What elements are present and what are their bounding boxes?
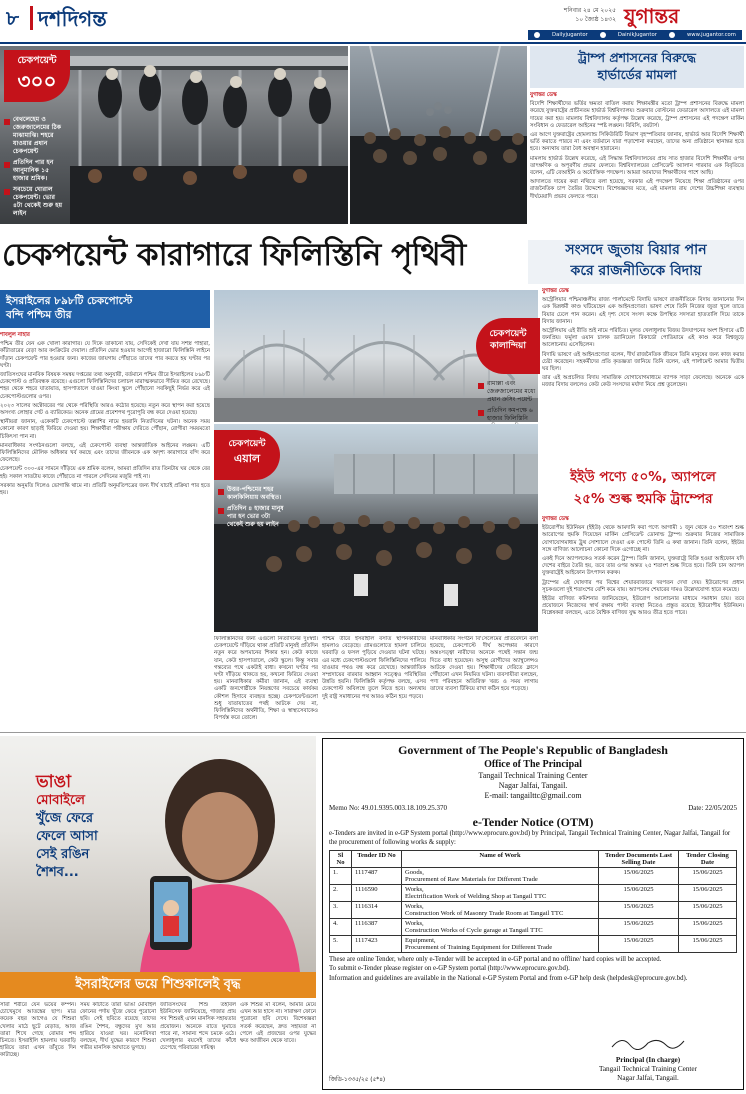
tender-note: Information and guidelines are available in the National e-GP System Portal and from e-GP help desk (helpdesk@eprocure.gov.bd). — [329, 975, 688, 982]
tender-center: Tangail Technical Training Center — [478, 771, 588, 780]
globe-icon — [669, 32, 675, 38]
article-paragraph: অস্ট্রেলিয়ায় এই রীতি শুই নামে পরিচিত। মূলত খেলাধুলায় বিজয় উদযাপনের অংশ হিসাবে এটি জনপ্রিয়। ফর্মুলা ওয়ান চালক ড্যানিয়েল রিকার্ডো পোডিয়ামে এই কাণ্ড করে বিশ্বজুড়ে আলোচনায় এসেছিলেন। — [542, 328, 744, 349]
tender-email: E-mail: tangailttc@gmail.com — [484, 791, 582, 800]
article-paragraph: একই দিনে অ্যাপলকেও সতর্ক করেন ট্রাম্প। তিনি জানান, যুক্তরাষ্ট্রে বিক্রি হওয়া আইফোন যদি দেশের বাইরে তৈরি হয়, তবে তার ওপর অন্তত ২৫ শতাংশ শুল্ক দিতে হবে। তিনি চান অ্যাপল যুক্তরাষ্ট্রেই আইফোন উৎপাদন করুক। — [542, 556, 744, 577]
eyal-badge — [214, 430, 280, 480]
article-paragraph: সরকার অনুমতি দিলেও ভোগান্তি থামে না। প্রতিটি অনুমতিপত্রের জন্য দীর্ঘ যাচাই প্রক্রিয়া পার হতে হয়। — [0, 482, 210, 497]
cell-name — [402, 885, 599, 902]
signature-address: Nagar Jalfai, Tangail. — [617, 1074, 679, 1082]
youtube-icon — [600, 32, 606, 38]
fact-item: বেথলেহেম ও জেরুজালেমের ঠিক মাঝামাঝি। শহরে যাওয়ার প্রধান চেকপয়েন্ট — [4, 116, 66, 156]
col-sl: Sl No — [330, 851, 352, 868]
article-paragraph: ট্রাম্পের এই ঘোষণার পর বিশ্বের শেয়ারবাজারে দরপতন দেখা দেয়। ইউরোপের প্রধান সূচকগুলো দুই শতাংশের বেশি কমে যায়। অ্যাপলের শেয়ারের দামও উল্লেখযোগ্য হারে কমেছে। — [542, 579, 744, 593]
page-header — [0, 0, 746, 44]
article-paragraph: তার এই অপ্রচলিত বিদায় সামাজিক যোগাযোগমাধ্যমে ব্যাপক সাড়া ফেলেছে। অনেকে একে মজার বিদায় বললেও কেউ কেউ সংসদের মর্যাদা নিয়ে প্রশ্ন তুলেছেন। — [542, 375, 744, 389]
article-paragraph: ইইউর বাণিজ্য কমিশনার জানিয়েছেন, ইউরোপ আলোচনার মাধ্যমে সমাধান চায়। তবে প্রয়োজনে নিজেদের স্বার্থ রক্ষায় পাল্টা ব্যবস্থা নিতেও প্রস্তুত রয়েছে ইউরোপীয় ইউনিয়ন। বিশ্লেষকরা বলছেন, এতে বৈশ্বিক বাণিজ্য যুদ্ধ আরও তীব্র হতে পারে। — [542, 596, 744, 617]
kalandia-subtitle: কালান্দিয়া — [490, 341, 526, 351]
children-headline: ইসরাইলের ভয়ে শিশুকালেই বৃদ্ধ — [0, 972, 316, 998]
children-kicker — [36, 772, 156, 882]
fact-item: প্রতিদিন ৪ হাজার মানুষ পার হন ভোর ৩টা থেকেই শুরু হয় লাইন — [218, 505, 288, 529]
cell-name — [402, 902, 599, 919]
tender-gov-title: Government of The People's Republic of Bangladesh — [398, 743, 668, 757]
tender-table — [329, 850, 737, 953]
article-paragraph: মানবাধিকার সংগঠনগুলো বলছে, এই চেকপোস্ট ব্যবস্থা আন্তর্জাতিক আইনের লঙ্ঘন। এটি ফিলিস্তিনিদের মৌলিক অধিকার খর্ব করছে এবং তাদের জীবনকে এক অদৃশ্য কারাগারে বন্দি করে ফেলেছে। — [0, 442, 210, 464]
website-link[interactable]: www.jugantor.com — [686, 32, 736, 38]
tender-signature — [573, 1033, 723, 1083]
tender-notice — [322, 738, 744, 1090]
issue-date-bangla: ১০ জ্যৈষ্ঠ ১৪৩২ — [575, 16, 616, 23]
cell-id: 1117423 — [352, 936, 402, 953]
fact-item: সবচেয়ে ঘোরাল চেকপয়েন্ট। ভোর ৪টা থেকেই শুরু হয় লাইন — [4, 186, 66, 218]
tariff-headline-line1: ইইউ পণ্যে ৫০%, অ্যাপলে — [570, 469, 716, 485]
col-close-date: Tender Closing Date — [679, 851, 737, 868]
cell-close-date: 15/06/2025 — [679, 919, 737, 936]
fact-item: প্রতিদিন কমপক্ষে ৬ হাজার ফিলিস্তিনি — [478, 407, 540, 439]
checkpoint300-photo — [0, 46, 348, 224]
work-title: Construction Works of Cycle garage at Tangail TTC — [405, 927, 543, 934]
cell-close-date: 15/06/2025 — [679, 885, 737, 902]
work-title: Procurement of Raw Materials for Different Trade — [405, 876, 538, 883]
col-sell-date: Tender Documents Last Selling Date — [599, 851, 679, 868]
kicker-word: ফেলে আসা — [36, 829, 98, 844]
fact-item: রামাল্লা এবং জেরুজালেমের মধ্যে প্রধান ক্রসিং পয়েন্ট — [478, 380, 540, 404]
tariff-headline-line2: ২৫% শুল্ক হুমকি ট্রাম্পের — [573, 491, 713, 507]
parliament-headline-line1: সংসদে জুতায় বিয়ার পান — [565, 242, 707, 258]
harvard-headline-line2: হার্ভার্ডের মামলা — [597, 67, 677, 82]
issue-date-gregorian: শনিবার ২৪ মে ২০২৫ — [563, 7, 616, 14]
cell-id: 1117487 — [352, 868, 402, 885]
table-row — [330, 868, 737, 885]
work-title: Procurement of Training Equipment for Different Trade — [405, 944, 553, 951]
work-type: Equipment, — [405, 937, 436, 944]
children-col1: সারা শরীরে যেন ভয়ের কম্পন। চোখেমুখে আতঙ্কের ছাপ। মাত্র কয়েক বছর আগেও যে শিশুরা খেলার মাঠে ছুটে বেড়াত, আজ তারা শিখে গেছে বোমার শব্দ চিনতে। ইসরাইলি হামলায় ঘরবাড়ি হারিয়ে তারা এখন তাঁবুতে দিন কাটাচ্ছে। — [0, 1002, 76, 1059]
page-number-divider — [30, 6, 33, 30]
checkpoint300-badge — [4, 50, 70, 102]
parliament-headline — [528, 240, 744, 284]
issue-date — [540, 6, 616, 24]
kicker-word: সেই রঙিন — [36, 847, 90, 862]
tender-intro: e-Tenders are invited in e-GP System portal (http://www.eprocure.gov.bd) by Principal, Tangail Technical Training Center, Nagar Jalfai, Tangail for the procurement of following works & supply: — [329, 830, 731, 846]
section-title: দশদিগন্ত — [38, 7, 107, 31]
children-col4: এক শিশুর মা বলেন, আমার মেয়ে এখন আর হাসে না। সারাক্ষণ ফোনে পুরোনো ছবি দেখে। বিশেষজ্ঞরা সতর্ক করেছেন, দ্রুত সহায়তা না পেলে এই প্রজন্মের ওপর যুদ্ধের ক্ষত আজীবন থেকে যাবে। — [240, 1002, 316, 1045]
signature-icon — [608, 1033, 688, 1053]
israel-subhead-line2: বন্দি পশ্চিম তীর — [6, 309, 72, 321]
tender-office: Office of The Principal — [484, 759, 582, 770]
tender-note: These are online Tender, where only e-Tender will be accepted in e-GP portal and no offline/ hard copies will be accepted. — [329, 956, 662, 963]
article-paragraph: অস্ট্রেলিয়ার পশ্চিমাঞ্চলীয় রাজ্য পার্লামেন্টে বিদায়ি ভাষণে রাজনীতিকে বিদায় জানানোর দিন এক ভিন্নধর্মী কাণ্ড ঘটিয়েছেন এক আইনপ্রণেতা। ভাষণ শেষে তিনি নিজের জুতা খুলে তাতে বিয়ার ঢেলে পান করেন। এই দৃশ্য দেখে সংসদ কক্ষে উপস্থিত সদস্যরা হাততালি দিয়ে তাকে বিদায় জানান। — [542, 297, 744, 325]
eyal-photo — [214, 424, 538, 632]
israel-byline: শাবলুল নাহার — [0, 332, 30, 338]
eyal-subtitle: এয়াল — [233, 452, 261, 465]
work-type: Goods, — [405, 869, 424, 876]
parliament-byline: যুগান্তর ডেস্ক — [542, 288, 569, 294]
cell-id: 1116314 — [352, 902, 402, 919]
main-headline: চেকপয়েন্ট কারাগারে ফিলিস্তিনি পৃথিবী — [2, 237, 466, 273]
kalandia-title: চেকপয়েন্ট — [489, 329, 527, 339]
cell-name — [402, 936, 599, 953]
checkpoint300-facts — [4, 116, 66, 221]
cell-sl: 1. — [330, 868, 352, 885]
parliament-headline-line2: করে রাজনীতিকে বিদায় — [570, 263, 702, 279]
cell-id: 1116387 — [352, 919, 402, 936]
table-row — [330, 919, 737, 936]
children-col2: সময় কাটাতে তারা ভাঙা মোবাইল ফোনের পর্দায় খুঁজে ফেরে পুরোনো ছবি। সেই ছবিতে রয়েছে তাদের রঙিন শৈশব, বন্ধুদের মুখ আর হারিয়ে যাওয়া ঘর। মনোবিদরা বলছেন, দীর্ঘ যুদ্ধের কারণে শিশুরা গভীর মানসিক আঘাতে ভুগছে। — [80, 1002, 156, 1052]
kalandia-badge — [476, 318, 540, 374]
eyal-title: চেকপয়েন্ট — [228, 439, 266, 449]
table-row — [330, 885, 737, 902]
tariff-headline — [542, 466, 744, 512]
tender-notice-title: e-Tender Notice (OTM) — [472, 815, 594, 829]
israel-article-col3: পশ্চিম তীরে ইসরাইলি বসতি স্থাপনকারীদের হামলাও বেড়েছে। গ্রামগুলোতে হামলা চালিয়ে ঘরবাড়ি ও ফসল পুড়িয়ে দেওয়ার ঘটনা ঘটছে। এর মধ্যে চেকপোস্টগুলো ফিলিস্তিনিদের পালিয়ে যাওয়ার পথও বন্ধ করে রেখেছে। আন্তর্জাতিক সম্প্রদায়ের বারবার আহ্বান সত্ত্বেও পরিস্থিতির উন্নতি হয়নি। ফিলিস্তিনি কর্তৃপক্ষ বলছে, এসব চেকপোস্ট অবিলম্বে তুলে নিতে হবে। অন্যথায় দুই রাষ্ট্র সমাধানের পথ আরও কঠিন হয়ে পড়বে। — [322, 636, 426, 700]
kicker-word: মোবাইলে — [36, 793, 85, 808]
parliament-article — [542, 288, 744, 464]
fact-item: প্রতিদিন পার হন আনুমানিক ১৫ হাজার শ্রমিক। — [4, 159, 66, 183]
israel-subhead — [0, 290, 210, 328]
article-paragraph: এর আগে যুক্তরাষ্ট্রের হোমল্যান্ড সিকিউরিটি বিভাগ বৃহস্পতিবার জানায়, হার্ভার্ড আর বিদেশি শিক্ষার্থী ভর্তি করাতে পারবে না এবং বর্তমানে যারা পড়াশোনা করছেন, তাদের অন্য প্রতিষ্ঠানে স্থানান্তর হতে হবে। অন্যথায় তারা বৈধ অবস্থান হারাবেন। — [530, 132, 744, 153]
signature-org: Tangail Technical Training Center — [598, 1065, 698, 1073]
article-paragraph: মামলায় হার্ভার্ড উল্লেখ করেছে, এই সিদ্ধান্ত বিশ্ববিদ্যালয়ের প্রায় সাত হাজার বিদেশি শিক্ষার্থীর ওপর তাৎক্ষণিক ও অপূরণীয় প্রভাব ফেলবে। বিশ্ববিদ্যালয়ের প্রেসিডেন্ট অ্যালান গারবার এক বিবৃতিতে বলেন, এটি বেআইনি ও অযৌক্তিক পদক্ষেপ। আমরা আমাদের শিক্ষার্থীদের পাশে আছি। — [530, 155, 744, 177]
cell-close-date: 15/06/2025 — [679, 936, 737, 953]
table-row — [330, 902, 737, 919]
cell-sl: 2. — [330, 885, 352, 902]
kicker-word: শৈশব... — [36, 865, 79, 880]
work-type: Works, — [405, 903, 424, 910]
checkpoint300-title: চেকপয়েন্ট — [17, 55, 57, 66]
tender-table-header — [330, 851, 737, 868]
eyal-facts — [218, 486, 288, 532]
article-paragraph: আদালতে দায়ের করা নথিতে বলা হয়েছে, সরকার এই পদক্ষেপ নিয়েছে শিক্ষা প্রতিষ্ঠানের ওপর রাজনৈতিক চাপ তৈরির উদ্দেশ্যে। বিশেষজ্ঞদের মতে, এই মামলার রায় দেশের উচ্চশিক্ষা ব্যবস্থায় দীর্ঘমেয়াদি প্রভাব ফেলতে পারে। — [530, 179, 744, 200]
tariff-article — [542, 516, 744, 726]
kicker-word: খুঁজে ফেরে — [36, 811, 94, 826]
cell-name — [402, 919, 599, 936]
signature-title: Principal (In charge) — [615, 1056, 681, 1064]
cell-close-date: 15/06/2025 — [679, 868, 737, 885]
article-paragraph: বিদেশি শিক্ষার্থীদের ভর্তির ক্ষমতা বাতিল করায় শিক্ষামন্ত্রীর মতো ট্রাম্প প্রশাসনের বিরুদ্ধে মামলা করেছে যুক্তরাষ্ট্রের প্রাচীনতম হার্ভার্ড বিশ্ববিদ্যালয়। শুক্রবার বোস্টনের ফেডারেল আদালতে এই মামলা দায়ের করা হয়। মামলায় বিশ্ববিদ্যালয় কর্তৃপক্ষ উল্লেখ করেছে, ট্রাম্প প্রশাসনের এই পদক্ষেপ মার্কিন সংবিধান ও ফেডারেল আইনের স্পষ্ট লঙ্ঘন। বিবিসি, রয়টার্স। — [530, 101, 744, 129]
ad-code: জিডি-১৩৩৫/২৫ (৫*৪) — [329, 1077, 386, 1083]
tender-memo: Memo No: 49.01.9395.003.18.109.25.370 — [329, 804, 448, 812]
masthead-logo: যুগান্তর — [624, 4, 680, 28]
cell-sl: 5. — [330, 936, 352, 953]
article-paragraph: বিদায়ি ভাষণে ওই আইনপ্রণেতা বলেন, দীর্ঘ রাজনৈতিক জীবনে তিনি মানুষের জন্য কাজ করার চেষ্টা করেছেন। সহকর্মীদের প্রতি কৃতজ্ঞতা জানিয়ে তিনি বলেন, এই পার্লামেন্ট আমার দ্বিতীয় ঘর ছিল। — [542, 351, 744, 373]
page-number: ৮ — [6, 6, 19, 30]
cell-sell-date: 15/06/2025 — [599, 885, 679, 902]
section-rule — [0, 732, 746, 733]
harvard-headline-line1: ট্রাম্প প্রশাসনের বিরুদ্ধে — [578, 50, 696, 65]
social-youtube[interactable]: DainikJugantor — [617, 32, 657, 38]
article-paragraph: ২০২৩ সালের অক্টোবরের পর থেকে পরিস্থিতি আরও কঠোর হয়েছে। নতুন করে স্থাপন করা হয়েছে অসংখ্য লোহার গেট ও ব্যারিকেড। অনেক গ্রামের প্রবেশপথ পুরোপুরি বন্ধ করে দেওয়া হয়েছে। — [0, 402, 210, 417]
social-facebook[interactable]: Dailyjugantor — [552, 32, 588, 38]
israel-subhead-line1: ইসরাইলের ৮৯৮টি চেকপোস্টে — [6, 295, 133, 307]
work-title: Electrification Work of Welding Shop at Tangail TTC — [405, 893, 547, 900]
children-col3: জাতিসংঘের শিশু তহবিল ইউনিসেফ জানিয়েছে, গাজার প্রায় সব শিশুরই এখন মানসিক সহায়তার প্রয়োজন। অনেকে রাতে ঘুমাতে পারে না, সামান্য শব্দে চমকে ওঠে। খেলাধুলার বয়সেই তাদের কাঁধে চেপেছে পরিবারের দায়িত্ব। — [160, 1002, 236, 1052]
col-name: Name of Work — [402, 851, 599, 868]
article-paragraph: জাতিসংঘের মানবিক বিষয়ক সমন্বয় দপ্তরের তথ্য অনুযায়ী, বর্তমানে পশ্চিম তীরে ইসরাইলের ৮৯৮টি চেকপোস্ট ও প্রতিবন্ধক রয়েছে। এগুলো ফিলিস্তিনিদের চলাচল মারাত্মকভাবে সীমিত করে রেখেছে। শহর থেকে শহরে যাতায়াত, হাসপাতালে যাওয়া কিংবা স্কুলে পৌঁছানো সবকিছুই নির্ভর করে এই চেকপোস্টগুলোর ওপর। — [0, 372, 210, 400]
cell-sell-date: 15/06/2025 — [599, 919, 679, 936]
work-type: Works, — [405, 920, 424, 927]
facebook-icon — [534, 32, 540, 38]
children-photo — [0, 736, 316, 972]
tender-note: To submit e-Tender please register on e-GP System portal (http://www.eprocure.gov.bd). — [329, 964, 570, 972]
work-type: Works, — [405, 886, 424, 893]
cell-name — [402, 868, 599, 885]
col-id: Tender ID No — [352, 851, 402, 868]
harvard-byline: যুগান্তর ডেস্ক — [530, 92, 557, 98]
queue-crowd-icon — [350, 46, 527, 224]
cell-sell-date: 15/06/2025 — [599, 902, 679, 919]
header-rule — [0, 42, 746, 44]
article-paragraph: ইউরোপীয় ইউনিয়ন (ইইউ) থেকে আমদানি করা পণ্যে আগামী ১ জুন থেকে ৫০ শতাংশ শুল্ক আরোপের হুমকি দিয়েছেন মার্কিন প্রেসিডেন্ট ডোনাল্ড ট্রাম্প। শুক্রবার নিজের সামাজিক যোগাযোগমাধ্যম ট্রুথ সোশ্যালে দেওয়া এক পোস্টে তিনি এ কথা জানান। তিনি বলেন, ইইউর সঙ্গে বাণিজ্য আলোচনা কোনো দিকে এগোচ্ছে না। — [542, 525, 744, 553]
fact-item: উত্তর-পশ্চিমের শহর কালকিলিয়ায় অবস্থিত। — [218, 486, 288, 502]
israel-article — [0, 332, 210, 728]
social-bar — [528, 30, 742, 40]
harvard-article — [530, 92, 744, 224]
work-title: Construction Work of Masonry Trade Room at Tangail TTC — [405, 910, 564, 917]
tender-memo-row — [329, 803, 737, 814]
table-row — [330, 936, 737, 953]
cell-sl: 3. — [330, 902, 352, 919]
tender-address: Nagar Jalfai, Tangail. — [498, 781, 568, 790]
article-paragraph: চেকপয়েন্ট ৩০০-এর সামনে দাঁড়িয়ে এক শ্রমিক বলেন, আমরা প্রতিদিন রাত তিনটায় ঘর থেকে বের হই। সকাল সাতটায় কাজে পৌঁছাতে না পারলে সেদিনের মজুরি পাই না। — [0, 466, 210, 480]
tender-date: Date: 22/05/2025 — [688, 804, 737, 812]
queue-photo — [350, 46, 527, 224]
cell-sell-date: 15/06/2025 — [599, 868, 679, 885]
checkpoint300-number: ৩০০ — [17, 69, 57, 93]
tariff-byline: যুগান্তর ডেস্ক — [542, 516, 569, 522]
article-paragraph: স্থানীয়রা জানান, একেকটি চেকপোস্টে তল্লাশির নামে হয়রানি নিত্যদিনের ঘটনা। অনেক সময় কোনো কারণ ছাড়াই ফিরিয়ে দেওয়া হয়। শিক্ষার্থীরা পরীক্ষায় দেরিতে পৌঁছান, রোগীরা সময়মতো চিকিৎসা পান না। — [0, 419, 210, 440]
cell-sl: 4. — [330, 919, 352, 936]
cell-sell-date: 15/06/2025 — [599, 936, 679, 953]
article-paragraph: পশ্চিম তীর যেন এক খোলা কারাগার। যে দিকে তাকানো যায়, সেদিকেই দেখা যায় সশস্ত্র পাহারা, কাঁটাতারের বেড়া আর কংক্রিটের দেয়াল। প্রতিদিন ভোর হওয়ার আগেই হাজারো ফিলিস্তিনি লাইনে দাঁড়ান চেকপয়েন্ট পার হওয়ার জন্য। কাজের জায়গায় পৌঁছাতে তাদের পার করতে হয় ঘণ্টার পর ঘণ্টা। — [0, 341, 210, 369]
cell-close-date: 15/06/2025 — [679, 902, 737, 919]
kicker-word: ভাঙা — [36, 772, 71, 792]
cell-id: 1116590 — [352, 885, 402, 902]
israel-article-col2: ফিলিস্তিনিদের জন্য এগুলো নিত্যদিনের দুঃস্বপ্ন। চেকপয়েন্টে দাঁড়িয়ে থাকা প্রতিটি মানুষই প্রতিদিন নতুন করে অপমানের শিকার হন। কেউ কাজে যান, কেউ হাসপাতালে, কেউ স্কুলে। কিন্তু সবার গন্তব্যের পথে একটাই বাধা। কখনো ঘণ্টার পর ঘণ্টা দাঁড়িয়ে থাকতে হয়, কখনো ফিরিয়ে দেওয়া হয়। মানবাধিকার কর্মীরা জানান, এই ব্যবস্থা একটি জনগোষ্ঠীকে নিয়ন্ত্রণের সবচেয়ে কার্যকর কৌশল হিসাবে ব্যবহৃত হচ্ছে। চেকপয়েন্টগুলো শুধু যাতায়াতের পথই আটকে দেয় না, ফিলিস্তিনিদের অর্থনীতি, শিক্ষা ও স্বাস্থ্যসেবাকেও বিপর্যস্ত করে তোলে। — [214, 636, 318, 722]
harvard-headline — [530, 46, 744, 88]
israel-article-col4: মানবাধিকার সংগঠন বি'সেলেমের প্রতিবেদনে বলা হয়েছে, চেকপোস্টে দীর্ঘ অপেক্ষার কারণে অন্তঃসত্ত্বা নারীদের অনেকে পথেই সন্তান জন্ম দিতে বাধ্য হয়েছেন। অসুস্থ রোগীদের অ্যাম্বুলেন্সও আটকে দেওয়া হয়। শিক্ষার্থীদের দেরিতে ক্লাসে পৌঁছানো এখন নিয়মিত ঘটনা। ব্যবসায়ীরা বলছেন, পণ্য পরিবহনে অতিরিক্ত খরচ ও সময় লাগায় তাদের ব্যবসা টিকিয়ে রাখা কঠিন হয়ে পড়েছে। — [430, 636, 538, 693]
